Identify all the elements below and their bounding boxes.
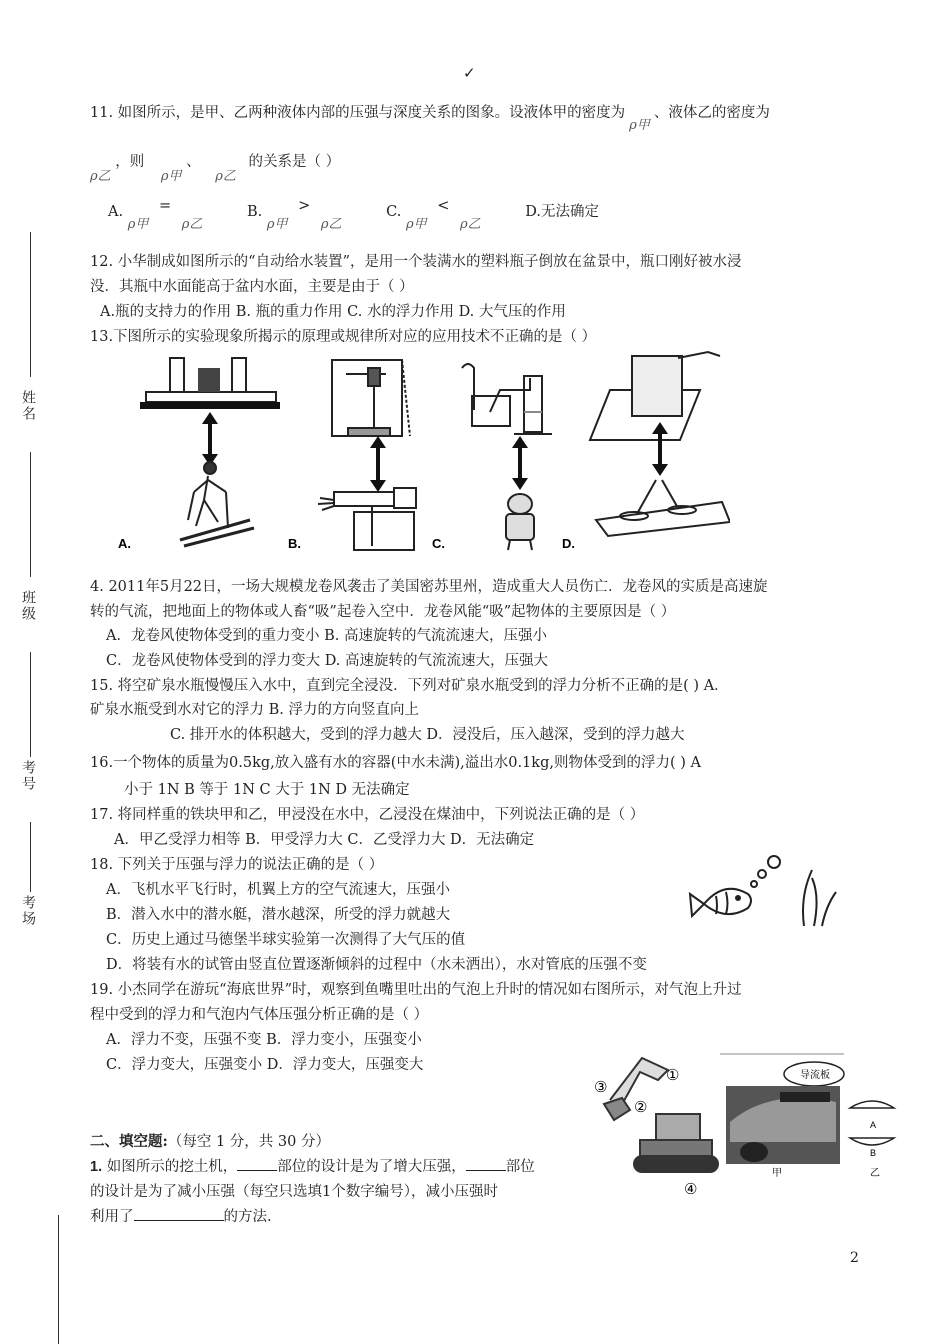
fish-figure [686,852,846,932]
fig-label-b: B. [288,536,301,551]
fig-a-pressure-block [140,358,280,408]
q11-c-rho-yi: ρ乙 [460,217,481,232]
rho-yi-2: ρ乙 [215,169,236,184]
excavator-bucket [604,1098,630,1120]
excavator-label-4: ④ [684,1181,698,1198]
excavator-label-3: ③ [594,1079,608,1096]
car-photo [726,1086,840,1164]
section2-heading [90,1130,330,1151]
fig-a-arrow [202,412,218,466]
f1-line3 [90,1205,272,1226]
section2-note: （每空 1 分，共 30 分） [167,1134,330,1150]
fig-d-glass [590,352,720,440]
q4-options-ab: A．龙卷风使物体受到的重力变小 B. 高速旋转的气流流速大，压强小 [106,628,547,644]
f1-text3: 部位 [505,1159,535,1175]
q16-line1: 16.一个物体的质量为0.5kg,放入盛有水的容器(中水未满),溢出水0.1kg,则物体受到的浮力( ) A [90,755,701,771]
f1-text4: 利用了 [90,1209,134,1225]
q11-c-lt: < [437,198,450,214]
fig-c-vessel [462,364,552,434]
margin-venue-label: 考场 [20,895,36,927]
q12-options: A.瓶的支持力的作用 B. 瓶的重力作用 C. 水的浮力作用 D. 大气压的作用 [100,304,566,320]
excavator-track [634,1156,718,1172]
speech-bubble-text: 导流板 [800,1070,830,1081]
q11-options [108,198,599,232]
q12-line1: 12. 小华制成如图所示的“自动给水装置”，是用一个装满水的塑料瓶子倒放在盆景中，瓶口刚好被水浸 [90,254,742,270]
bubble-middle [758,870,766,878]
f1-blank-2[interactable] [466,1156,506,1171]
q11-relation: 的关系是（ ） [248,154,341,170]
label-jia: 甲 [772,1168,782,1179]
q18-opt-d: D．将装有水的试管由竖直位置逐渐倾斜的过程中（水未洒出），水对管底的压强不变 [106,957,647,973]
q11-line1 [90,101,770,133]
margin-line-class [30,452,31,577]
excavator-label-1: ① [666,1067,680,1084]
fig-label-c: C. [432,536,445,551]
q15-line1: 15. 将空矿泉水瓶慢慢压入水中，直到完全浸没．下列对矿泉水瓶受到的浮力分析不正确的是( ) A． [90,678,729,694]
q13-figure [110,350,730,560]
q11-text-a: 11. 如图所示，是甲、乙两种液体内部的压强与深度关系的图象。设液体甲的密度为 [90,105,626,121]
f1-line1 [90,1155,535,1176]
fig-label-a: A. [118,536,131,551]
q11-text-b: 、液体乙的密度为 [653,105,770,121]
q4-options-cd: C．龙卷风使物体受到的浮力变大 D. 高速旋转的气流流速大，压强大 [106,653,549,669]
excavator-cab [656,1114,700,1142]
margin-exam-no-label: 考号 [20,760,36,792]
seaweed [803,870,836,926]
label-yi: 乙 [870,1168,880,1179]
margin-line-bottom [58,1215,59,1344]
q16-line2: 小于 1N B 等于 1N C 大于 1N D 无法确定 [124,782,410,798]
q18-opt-a: A．飞机水平飞行时，机翼上方的空气流速大，压强小 [106,882,450,898]
margin-name-label: 姓名 [20,390,36,422]
fig-label-d: D. [562,536,575,551]
f1-text5: 的方法. [223,1209,272,1225]
airfoil-label-b: B [870,1148,877,1158]
q11-a-eq: = [158,198,172,214]
q11-c-rho-jia: ρ甲 [405,217,427,232]
airfoil-label-a: A [870,1120,877,1130]
q11-opt-c: C. [386,204,402,220]
excavator-label-2: ② [634,1099,648,1116]
margin-line-name [30,232,31,377]
q11-opt-d: D.无法确定 [525,204,599,220]
speech-bubble [784,1062,844,1086]
rho-yi-1: ρ乙 [90,169,111,184]
q11-b-rho-jia: ρ甲 [266,217,288,232]
q11-line2 [90,150,341,184]
f1-num: 1. [90,1159,103,1175]
q11-opt-a: A. [108,204,124,220]
fig-b-arrow [370,436,386,492]
f1-text2: 部位的设计是为了增大压强， [277,1159,466,1175]
q11-opt-b: B. [247,204,263,220]
q19-line1: 19. 小杰同学在游玩“海底世界”时，观察到鱼嘴里吐出的气泡上升时的情况如右图所示，对气泡上升过 [90,982,742,998]
spoiler-figure [720,1052,900,1182]
rho-jia-2: ρ甲 [160,169,182,184]
q19-options-ab: A．浮力不变，压强不变 B．浮力变小，压强变小 [106,1032,422,1048]
q11-a-rho-yi: ρ乙 [181,217,203,232]
q4-line2: 转的气流，把地面上的物体或人畜“吸”起卷入空中．龙卷风能“吸”起物体的主要原因是（ ） [90,604,676,620]
fish-tail [690,894,704,916]
page-number: 2 [850,1250,859,1266]
q11-sep: 、 [186,154,201,170]
q15-line2: 矿泉水瓶受到水对它的浮力 B. 浮力的方向竖直向上 [90,702,419,718]
q13-line1: 13.下图所示的实验现象所揭示的原理或规律所对应的应用技术不正确的是（ ） [90,329,597,345]
q15-line3: C. 排开水的体积越大，受到的浮力越大 D．浸没后，压入越深，受到的浮力越大 [170,727,685,743]
q18-opt-b: B．潜入水中的潜水艇，潜水越深，所受的浮力就越大 [106,907,451,923]
q17-options: A．甲乙受浮力相等 B．甲受浮力大 C．乙受浮力大 D．无法确定 [114,832,535,848]
margin-line-venue [30,822,31,892]
fig-b-sprayer [318,488,416,550]
rho-jia: ρ甲 [629,118,650,133]
airfoil-b [850,1138,894,1145]
excavator-figure [590,1050,720,1200]
q4-line1: 4. 2011年5月22日，一场大规模龙卷风袭击了美国密苏里州，造成重大人员伤亡．龙卷风的实质是高速旋 [90,579,768,595]
check-mark: ✓ [463,64,476,82]
f1-blank-1[interactable] [237,1156,277,1171]
fig-d-arrow [652,422,668,476]
q11-then: ，则 [115,154,145,170]
bubble-top [768,856,780,868]
q17-line1: 17. 将同样重的铁块甲和乙，甲浸没在水中，乙浸没在煤油中，下列说法正确的是（ ） [90,807,645,823]
margin-line-exam [30,652,31,757]
f1-blank-3[interactable] [134,1206,224,1221]
q11-a-rho-jia: ρ甲 [127,217,149,232]
f1-line2: 的设计是为了减小压强（每空只选填1个数字编号），减小压强时 [90,1184,498,1200]
fig-d-board [596,480,730,536]
fig-a-skier [180,462,254,546]
bubble-bottom [751,881,757,887]
q19-options-cd: C．浮力变大，压强变小 D．浮力变大，压强变大 [106,1057,424,1073]
section2-title: 二、填空题: [90,1133,168,1150]
fig-c-arrow [512,436,528,490]
fig-b-tubes [332,360,410,436]
q18-opt-c: C．历史上通过马德堡半球实验第一次测得了大气压的值 [106,932,466,948]
q12-line2: 没．其瓶中水面能高于盆内水面，主要是由于（ ） [90,279,414,295]
q19-line2: 程中受到的浮力和气泡内气体压强分析正确的是（ ） [90,1007,429,1023]
q18-line1: 18. 下列关于压强与浮力的说法正确的是（ ） [90,857,384,873]
q11-b-rho-yi: ρ乙 [320,217,342,232]
f1-text1: 如图所示的挖土机， [102,1159,238,1175]
margin-class-label: 班级 [20,590,36,622]
q11-b-gt: > [298,198,311,214]
airfoil-a [850,1101,894,1108]
fig-c-diver [506,494,534,550]
